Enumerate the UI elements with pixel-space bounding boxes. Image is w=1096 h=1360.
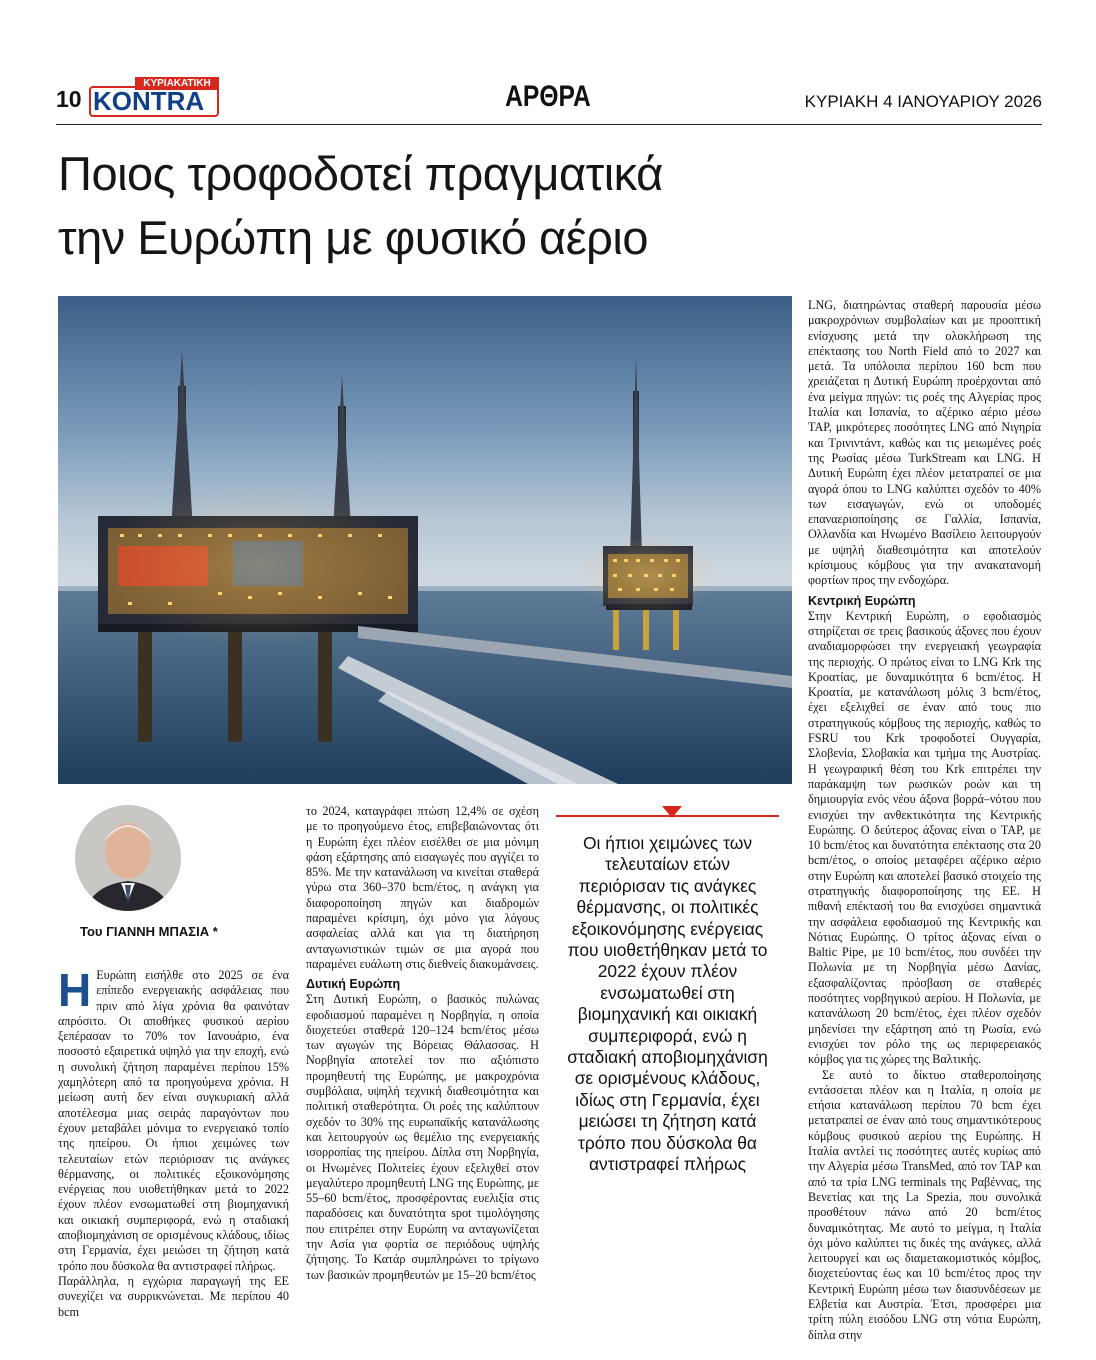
paragraph: το 2024, καταγράφει πτώση 12,4% σε σχέση με το προηγούμενο έτος, επιβεβαιώνοντας ότι η Ευρώπη έχει πλέον εισέλθει σε μια μόνιμη φάση εξάρτησης από εισαγωγές που αγγίζει το 85%. Με την κατανάλωση να κινείται σταθερά γύρω στα 360–370 bcm/έτος, η ανάγκη για διαφοροποίηση πηγών και διαδρομών παραμένει κρίσιμη, όχι μόνο για λόγους ασφαλείας αλλά και για τη διατήρηση ανταγωνιστικών τιμών σε μια αγορά που παραμένει ευάλωτη στις διεθνείς διακυμάνσεις. bbox=[306, 804, 539, 971]
headline-line-1: Ποιος τροφοδοτεί πραγματικά bbox=[58, 147, 663, 200]
article-column-1 bbox=[58, 964, 289, 1320]
pull-quote-marker bbox=[662, 806, 682, 818]
paragraph: Σε αυτό το δίκτυο σταθεροποίησης εντάσσεται πλέον και η Ιταλία, η οποία με ετήσια κατανάλωση περίπου 70 bcm έχει μετατραπεί σε έναν από τους σημαντικότερους κόμβους φυσικού αερίου της Ευρώπης. Η Ιταλία αντλεί τις ποσότητες αυτές κυρίως από την Αλγερία μέσω TransMed, από τον TAP και από τα τρία LNG terminals της Ραβέννας, της Βενετίας και της La Spezia, που συνολικά προσθέτουν πάνω από 20 bcm/έτος δυναμικότητας. Με αυτό το μείγμα, η Ιταλία όχι μόνο καλύπτει τις δικές της ανάγκες, αλλά λειτουργεί και ως διαμετακομιστικός κόμβος, διοχετεύοντας έως και 10 bcm/έτος προς την Κεντρική Ευρώπη μέσω των διασυνδέσεων με Ελβετία και Αυστρία. Έτσι, προσφέρει μια τρίτη πύλη εισόδου LNG στη νότια Ευρώπη, δίπλα στην bbox=[808, 1067, 1041, 1342]
paragraph: Παράλληλα, η εγχώρια παραγωγή της ΕΕ συνεχίζει να συρρικνώνεται. Με περίπου 40 bcm bbox=[58, 1273, 289, 1319]
subhead-central-europe: Κεντρική Ευρώπη bbox=[808, 593, 916, 608]
issue-date: ΚΥΡΙΑΚΗ 4 ΙΑΝΟΥΑΡΙΟΥ 2026 bbox=[804, 92, 1042, 111]
lead-text: Ευρώπη εισήλθε στο 2025 σε ένα επίπεδο ενεργειακής ασφάλειας που πριν από λίγα χρόνια θα φαινόταν απρόσιτο. Οι αποθήκες φυσικού αερίου ξεπέρασαν το 70% τον Ιανουάριο, ένα ποσοστό εξαιρετικά υψηλό για την εποχή, ενώ η συνολική ζήτηση παραμένει περίπου 15% χαμηλότερη από τα προηγούμενα χρόνια. Η μείωση αυτή δεν είναι συγκυριακή αλλά αποτέλεσμα μιας σειράς παραγόντων που έχουν μεταβάλει μόνιμα το ενεργειακό τοπίο της ηπείρου. Οι ήπιοι χειμώνες των τελευταίων ετών περιόρισαν τις ανάγκες θέρμανσης, οι πολιτικές εξοικονόμησης ενέργειας που υιοθετήθηκαν μετά το 2022 έχουν πλέον ενσωματωθεί στη βιομηχανική και οικιακή συμπεριφορά, ενώ η σταδιακή αποβιομηχάνιση σε ορισμένους κλάδους, ιδίως στη Γερμανία, έχει μειώσει τη ζήτηση κατά τρόπο που δύσκολα θα αντιστραφεί πλήρως. bbox=[58, 968, 289, 1273]
logo-word: KONTRA bbox=[93, 86, 205, 116]
author-byline: Του ΓΙΑΝΝΗ ΜΠΑΣΙΑ * bbox=[80, 924, 218, 939]
paragraph: Στη Δυτική Ευρώπη, ο βασικός πυλώνας εφοδιασμού παραμένει η Νορβηγία, η οποία διοχετεύει σταθερά 120–124 bcm/έτος μέσω των αγωγών της Βόρειας Θάλασσας. Η Νορβηγία αποτελεί τον πιο αξιόπιστο προμηθευτή της Ευρώπης, με μακροχρόνια συμβόλαια, υψηλή τεχνική διαθεσιμότητα και πολιτική σταθερότητα. Οι ροές της καλύπτουν σχεδόν το 30% της ευρωπαϊκής κατανάλωσης και λειτουργούν ως θεμέλιο της ενεργειακής ισορροπίας της ηπείρου. Δίπλα στη Νορβηγία, οι Ηνωμένες Πολιτείες έχουν εξελιχθεί στον μεγαλύτερο προμηθευτή LNG της Ευρώπης, με 55–60 bcm/έτος, προσφέροντας ευελιξία στις παραδόσεις και δυνατότητα spot τιμολόγησης που επιτρέπει στην Ευρώπη να ανταγωνίζεται την Ασία για φορτία σε περιόδους υψηλής ζήτησης. Το Κατάρ συμπληρώνει το τρίγωνο των βασικών προμηθευτών με 15–20 bcm/έτος bbox=[306, 992, 539, 1282]
logo-tag: ΚΥΡΙΑΚΑΤΙΚΗ bbox=[135, 77, 219, 90]
article-column-4 bbox=[808, 298, 1041, 1343]
subhead-western-europe: Δυτική Ευρώπη bbox=[306, 977, 401, 992]
header-rule bbox=[56, 124, 1042, 125]
paragraph: LNG, διατηρώντας σταθερή παρουσία μέσω μακροχρόνιων συμβολαίων και με προοπτική ενίσχυσης μετά την ολοκλήρωση της επέκτασης του North Field από το 2027 και μετά. Τα υπόλοιπα περίπου 160 bcm που χρειάζεται η Δυτική Ευρώπη προέρχονται από ένα μείγμα πηγών: τις ροές της Αλγερίας προς Ιταλία και Ισπανία, το αζέρικο αέριο μέσω TAP, μικρότερες ποσότητες LNG από Νιγηρία και Τρινιντάντ, καθώς και τις μειωμένες ροές της Ρωσίας μέσω TurkStream και LNG. Η Δυτική Ευρώπη έχει πλέον μετατραπεί σε μια αγορά όπου το LNG καλύπτει σχεδόν το 40% των εισαγωγών, ενώ οι υποδομές επαναεριοποίησης σε Γαλλία, Ισπανία, Ολλανδία και Ηνωμένο Βασίλειο λειτουργούν με υψηλή διαθεσιμότητα και αποτελούν κρίσιμους κόμβους για την ανακατανομή φορτίων προς την ενδοχώρα. bbox=[808, 298, 1041, 588]
author-avatar bbox=[75, 805, 181, 911]
pull-quote: Οι ήπιοι χειμώνες των τελευταίων ετών περιόρισαν τις ανάγκες θέρμανσης, οι πολιτικές εξοικονόμησης ενέργειας που υιοθετήθηκαν μετά το 2022 έχουν πλέον ενσωματωθεί στη βιομηχανική και οικιακή συμπεριφορά, ενώ η σταδιακή αποβιομηχάνιση σε ορισμένους κλάδους, ιδίως στη Γερμανία, έχει μειώσει τη ζήτηση κατά τρόπο που δύσκολα θα αντιστραφεί πλήρως bbox=[567, 833, 768, 1175]
drop-cap: Η bbox=[58, 964, 92, 1016]
offshore-platform-photo bbox=[58, 296, 792, 784]
page-number: 10 bbox=[56, 86, 82, 112]
section-title: ΑΡΘΡΑ bbox=[505, 80, 591, 113]
article-column-2 bbox=[306, 804, 539, 1283]
article-headline bbox=[58, 142, 798, 270]
paragraph: Στην Κεντρική Ευρώπη, ο εφοδιασμός στηρίζεται σε τρεις βασικούς άξονες που έχουν αναδιαμορφώσει την ενεργειακή γεωγραφία της περιοχής. Ο πρώτος είναι το LNG Krk της Κροατίας, με δυναμικότητα 6 bcm/έτος. Η Κροατία, με κατανάλωση μόλις 3 bcm/έτος, έχει εξελιχθεί σε έναν από τους πιο στρατηγικούς κόμβους της περιοχής, καθώς το FSRU του Krk τροφοδοτεί Ουγγαρία, Σλοβενία, Σλοβακία και τμήμα της Αυστρίας. Η γεωγραφική θέση του Krk επιτρέπει την παράκαμψη των ρωσικών ροών και τη δημιουργία ενός νέου άξονα βορρά–νότου που ενισχύει την ανθεκτικότητα της Κεντρικής Ευρώπης. Ο δεύτερος άξονας είναι ο TAP, με 10 bcm/έτος και δυνατότητα επέκτασης στα 20 bcm/έτος, ο οποίος μεταφέρει αζέρικο αέριο στην Ευρώπη και αποτελεί βασικό στοιχείο της στρατηγικής διαφοροποίησης της ΕΕ. Η πιθανή επέκτασή του θα ενισχύσει σημαντικά την ασφάλεια εφοδιασμού της Κεντρικής και Νότιας Ευρώπης. Ο τρίτος άξονας είναι ο Baltic Pipe, με 10 bcm/έτος, που συνδέει την Πολωνία με τη Νορβηγία μέσω Δανίας, εξασφαλίζοντας πρόσβαση σε σταθερές ποσότητες νορβηγικού αερίου. Η Πολωνία, με κατανάλωση 20 bcm/έτος, έχει πλέον σχεδόν μηδενίσει την εξάρτηση από τη Ρωσία, ενώ ενισχύει τον ρόλο της ως περιφερειακός κόμβος για τις χώρες της Βαλτικής. bbox=[808, 608, 1041, 1067]
headline-line-2: την Ευρώπη με φυσικό αέριο bbox=[58, 211, 648, 264]
paragraph bbox=[58, 964, 289, 1274]
